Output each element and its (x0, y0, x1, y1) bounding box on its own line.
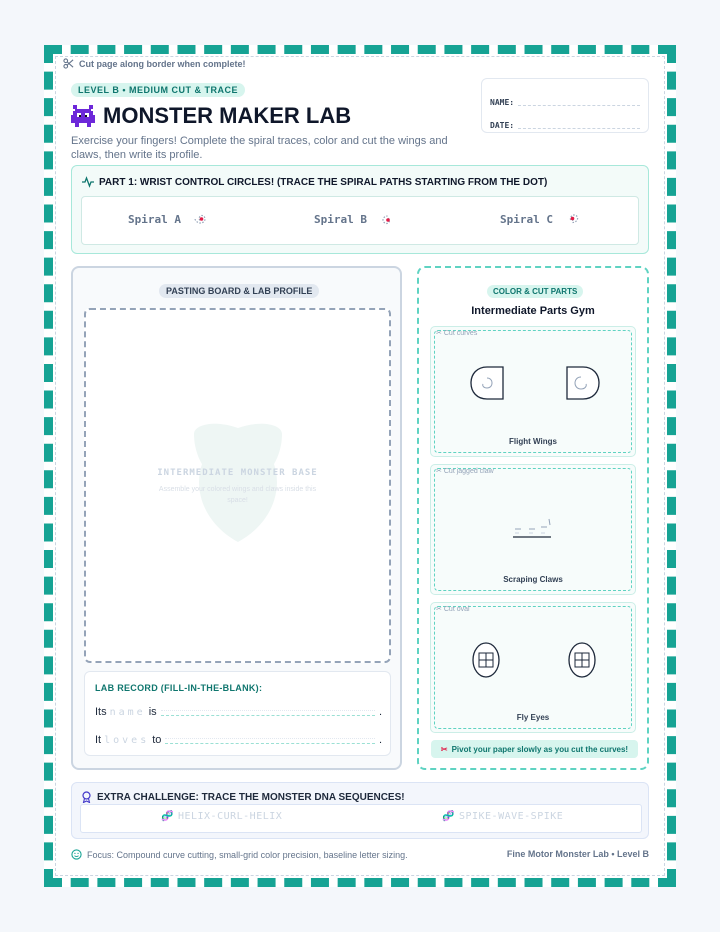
spiral-b[interactable]: Spiral B (314, 211, 395, 227)
date-row: DATE: (490, 110, 640, 130)
monster-icon (71, 105, 95, 127)
part-card-claws[interactable] (430, 464, 636, 595)
name-date-box (481, 78, 649, 133)
name-answer-field[interactable] (161, 715, 375, 716)
scissors-icon: ✂ (440, 744, 448, 754)
scissors-icon: ✂ (436, 606, 442, 613)
page-subtitle: Exercise your fingers! Complete the spiral traces, color and cut the wings and claws, then write its profile. (71, 135, 448, 161)
trace-word-name: name (109, 707, 146, 718)
part-name: Flight Wings (509, 437, 557, 446)
color-cut-pill: COLOR & CUT PARTS (487, 285, 583, 298)
part-card-eyes[interactable] (430, 602, 636, 733)
pasting-board-pill: PASTING BOARD & LAB PROFILE (159, 284, 319, 298)
date-field[interactable] (518, 128, 640, 129)
spiral-c[interactable]: Spiral C (500, 211, 581, 227)
pasting-board (71, 266, 402, 770)
cut-label: ✂ Cut curves (436, 329, 478, 337)
monster-base-label: INTERMEDIATE MONSTER BASE (157, 468, 318, 478)
dna-icon: 🧬 (161, 811, 174, 822)
part1-heading: PART 1: WRIST CONTROL CIRCLES! (TRACE THE SPIRAL PATHS STARTING FROM THE DOT) (82, 176, 547, 188)
lab-record-heading: LAB RECORD (FILL-IN-THE-BLANK): (95, 683, 263, 693)
dna-sequence-1[interactable]: 🧬 HELIX-CURL-HELIX (161, 811, 283, 822)
extra-heading: EXTRA CHALLENGE: TRACE THE MONSTER DNA SEQUENCES! (81, 791, 405, 803)
spiral-path-icon (193, 211, 209, 227)
monster-base-silhouette (186, 420, 290, 544)
cut-note: Cut page along border when complete! (63, 58, 246, 69)
award-icon (81, 791, 92, 803)
extra-challenge (71, 782, 649, 839)
record-line-loves: It loves to . (95, 734, 382, 746)
record-line-name: Its name is . (95, 706, 382, 718)
spiral-trace-area (81, 196, 639, 245)
dna-sequence-2[interactable]: 🧬 SPIKE-WAVE-SPIKE (442, 811, 564, 822)
loves-answer-field[interactable] (165, 743, 375, 744)
eye-right-shape (567, 641, 597, 679)
part-name: Fly Eyes (516, 713, 550, 722)
name-row: NAME: (490, 87, 640, 107)
parts-title: Intermediate Parts Gym (471, 305, 595, 317)
spiral-path-icon (565, 211, 581, 227)
lab-record (84, 671, 391, 756)
scissors-icon: ✂ (436, 330, 442, 337)
claw-strip-shape (511, 515, 555, 541)
part-card-wings[interactable] (430, 326, 636, 457)
eye-left-shape (471, 641, 501, 679)
wing-left-shape (469, 365, 505, 401)
cutting-tip: ✂ Pivot your paper slowly as you cut the curves! (431, 740, 638, 758)
dna-icon: 🧬 (442, 811, 455, 822)
trace-word-loves: loves (104, 735, 150, 746)
cut-label: ✂ Cut jagged claw (436, 467, 494, 475)
smile-icon (71, 849, 82, 860)
pulse-icon (82, 176, 94, 188)
part-name: Scraping Claws (503, 575, 563, 584)
footer-brand: Fine Motor Monster Lab • Level B (506, 849, 649, 859)
footer-focus: Focus: Compound curve cutting, small-grid color precision, baseline letter sizing. (71, 849, 408, 860)
color-cut-parts (417, 266, 649, 770)
scissors-icon: ✂ (436, 468, 442, 475)
part1-spirals (71, 165, 649, 254)
spiral-a[interactable]: Spiral A (128, 211, 209, 227)
cut-label: ✂ Cut oval (436, 605, 470, 613)
spiral-path-icon (379, 211, 395, 227)
monster-paste-area[interactable] (84, 308, 391, 663)
scissors-icon (63, 58, 74, 69)
wing-right-shape (565, 365, 601, 401)
page-title: MONSTER MAKER LAB (71, 103, 351, 129)
dna-trace-box (80, 804, 642, 833)
name-field[interactable] (518, 105, 640, 106)
level-badge: LEVEL B • MEDIUM CUT & TRACE (71, 83, 245, 97)
monster-base-hint: Assemble your colored wings and claws inside this space! (158, 486, 317, 504)
